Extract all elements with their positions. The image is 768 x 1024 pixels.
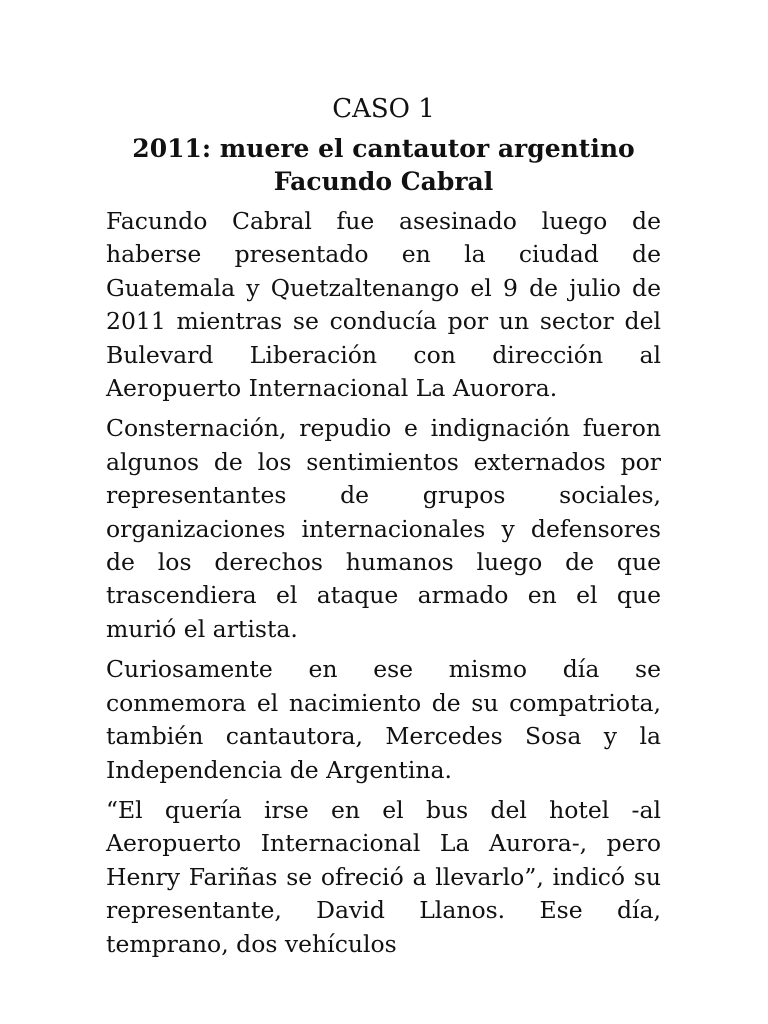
document-page	[106, 88, 661, 968]
article-title-line-2: Facundo Cabral	[273, 167, 494, 196]
paragraph-4: “El quería irse en el bus del hotel -al Aeropuerto Internacional La Aurora-, pero Henry Fariñas se ofreció a llevarlo”, indicó su representante, David Llanos. Ese día, temprano, dos vehículos	[106, 795, 661, 958]
article-title	[106, 132, 661, 198]
case-label: CASO 1	[332, 94, 435, 124]
paragraph-1: Facundo Cabral fue asesinado luego de haberse presentado en la ciudad de Guatemala y Quetzaltenango el 9 de julio de 2011 mientras se conducía por un sector del Bulevard Liberación con dirección al Aeropuerto Internacional La Auorora.	[106, 207, 661, 403]
paragraph-3: Curiosamente en ese mismo día se conmemora el nacimiento de su compatriota, también cantautora, Mercedes Sosa y la Independencia de Argentina.	[106, 655, 661, 784]
article-title-line-1: 2011: muere el cantautor argentino	[132, 134, 635, 163]
paragraph-2: Consternación, repudio e indignación fueron algunos de los sentimientos externados por representantes de grupos sociales, organizaciones internacionales y defensores de los derechos humanos luego de que trascendiera el ataque armado en el que murió el artista.	[106, 414, 661, 643]
